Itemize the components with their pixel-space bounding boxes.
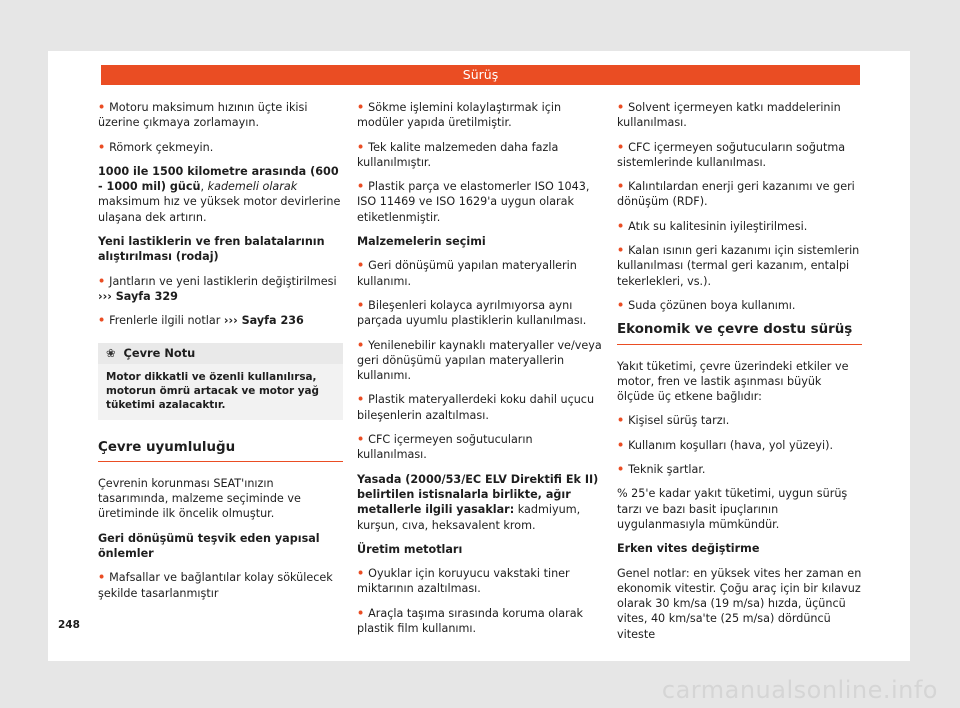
section-title: Ekonomik ve çevre dostu sürüş xyxy=(617,322,862,344)
page-reference-link[interactable]: ››› Sayfa 236 xyxy=(223,314,304,328)
paragraph: % 25'e kadar yakıt tüketimi, uygun sürüş tarzı ve bazı basit ipuçlarının uygulanmasıyla mümkündür. xyxy=(617,487,848,531)
subheading: Üretim metotları xyxy=(357,542,463,556)
subheading: Geri dönüşümü teşvik eden yapısal önlemler xyxy=(98,531,320,561)
column-right xyxy=(617,100,862,651)
list-item: • Plastik parça ve elastomerler ISO 1043, ISO 11469 ve ISO 1629'a uygun olarak etiketlenmiştir. xyxy=(357,179,602,225)
list-item: • Plastik materyallerdeki koku dahil uçucu bileşenlerin azaltılması. xyxy=(357,392,602,423)
list-item: • Kullanım koşulları (hava, yol yüzeyi). xyxy=(617,438,862,453)
list-item: • Atık su kalitesinin iyileştirilmesi. xyxy=(617,219,862,234)
list-item: • Römork çekmeyin. xyxy=(98,140,343,155)
page-reference-link[interactable]: ››› Sayfa 329 xyxy=(98,289,178,303)
paragraph: Yasada (2000/53/EC ELV Direktifi Ek II) belirtilen istisnalarla birlikte, ağır metallerle ilgili yasaklar: kadmiyum, kurşun, cıva, heksavalent krom. xyxy=(357,472,599,532)
list-item: • Mafsallar ve bağlantılar kolay sökülecek şekilde tasarlanmıştır xyxy=(98,570,343,601)
paragraph: Genel notlar: en yüksek vites her zaman en ekonomik vitestir. Çoğu araç için bir kılavuz olarak 30 km/sa (19 m/sa) hızda, üçüncü vites, 40 km/sa'te (25 m/sa) dördüncü viteste xyxy=(617,566,862,641)
list-item: • Oyuklar için koruyucu vakstaki tiner miktarının azaltılması. xyxy=(357,566,602,597)
section-title: Çevre uyumluluğu xyxy=(98,440,343,462)
list-item: • CFC içermeyen soğutucuların kullanılması. xyxy=(357,432,602,463)
page-number: 248 xyxy=(58,619,80,631)
flower-icon: ❀ xyxy=(106,345,116,360)
note-body: Motor dikkatli ve özenli kullanılırsa, motorun ömrü artacak ve motor yağ tüketimi azalacaktır. xyxy=(98,364,343,420)
list-item: • Kalan ısının geri kazanımı için sistemlerin kullanılması (termal geri kazanım, entalpi tekerlekleri, vs.). xyxy=(617,243,862,289)
column-left xyxy=(98,100,343,610)
environment-note xyxy=(98,343,343,420)
paragraph: Çevrenin korunması SEAT'ınızın tasarımında, malzeme seçiminde ve üretiminde ilk öncelik olmuştur. xyxy=(98,476,301,521)
list-item: • Jantların ve yeni lastiklerin değiştirilmesi ››› Sayfa 329 xyxy=(98,274,343,305)
list-item: • Araçla taşıma sırasında koruma olarak plastik film kullanımı. xyxy=(357,606,602,637)
list-item: • Frenlerle ilgili notlar ››› Sayfa 236 xyxy=(98,313,343,328)
list-item: • CFC içermeyen soğutucuların soğutma sistemlerinde kullanılması. xyxy=(617,140,862,171)
subheading: Erken vites değiştirme xyxy=(617,542,760,556)
list-item: • Kişisel sürüş tarzı. xyxy=(617,413,862,428)
watermark: carmanualsonline.info xyxy=(661,676,938,704)
list-item: • Tek kalite malzemeden daha fazla kullanılmıştır. xyxy=(357,140,602,171)
chapter-header: Sürüş xyxy=(101,65,860,85)
list-item: • Solvent içermeyen katkı maddelerinin kullanılması. xyxy=(617,100,862,131)
column-middle xyxy=(357,100,602,645)
list-item: • Bileşenleri kolayca ayrılmıyorsa aynı parçada uyumlu plastiklerin kullanılması. xyxy=(357,298,602,329)
list-item: • Kalıntılardan enerji geri kazanımı ve geri dönüşüm (RDF). xyxy=(617,179,862,210)
subheading: Malzemelerin seçimi xyxy=(357,235,486,249)
list-item: • Motoru maksimum hızının üçte ikisi üzerine çıkmaya zorlamayın. xyxy=(98,100,343,131)
list-item: • Suda çözünen boya kullanımı. xyxy=(617,298,862,313)
list-item: • Teknik şartlar. xyxy=(617,462,862,477)
paragraph: Yakıt tüketimi, çevre üzerindeki etkiler ve motor, fren ve lastik aşınması büyük ölçüde üç etkene bağlıdır: xyxy=(617,359,849,404)
list-item: • Geri dönüşümü yapılan materyallerin kullanımı. xyxy=(357,258,602,289)
note-header: ❀ Çevre Notu xyxy=(98,343,343,364)
list-item: • Sökme işlemini kolaylaştırmak için modüler yapıda üretilmiştir. xyxy=(357,100,602,131)
list-item: • Yenilenebilir kaynaklı materyaller ve/veya geri dönüşümü yapılan materyallerin kullanımı. xyxy=(357,338,602,384)
paragraph: 1000 ile 1500 kilometre arasında (600 - 1000 mil) gücü, kademeli olarak maksimum hız ve yüksek motor devirlerine ulaşana dek artırın. xyxy=(98,164,341,224)
subheading: Yeni lastiklerin ve fren balatalarının alıştırılması (rodaj) xyxy=(98,235,325,264)
